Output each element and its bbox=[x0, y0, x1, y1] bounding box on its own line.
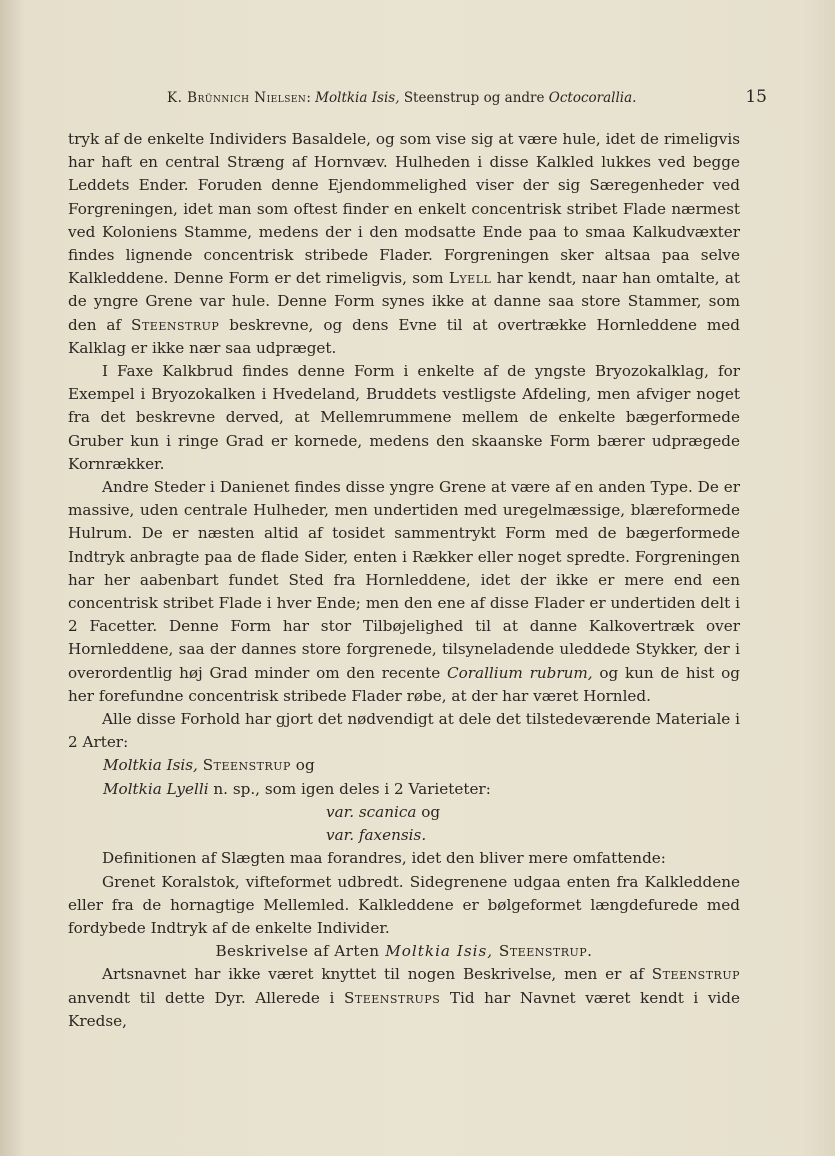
variety-line-1 bbox=[68, 801, 740, 824]
species-line-2 bbox=[68, 778, 740, 801]
page-number: 15 bbox=[745, 87, 767, 107]
species-author-1: Steenstrup bbox=[202, 756, 291, 775]
running-title bbox=[167, 90, 636, 106]
variety-line-2 bbox=[68, 824, 740, 847]
paragraph-2: I Faxe Kalkbrud findes denne Form i enkelte af de yngste Bryozokalklag, for Exempel i Bryozokalken i Hvedeland, Bruddets vestligste Afdeling, men afviger noget fra det beskrevne derved, at Mellemrummene mellem de enkelte bægerformede Gruber kun i ringe Grad er kornede, medens den skaanske Form bærer udprægede Kornrækker. bbox=[68, 362, 740, 473]
header-title-italic: Moltkia Isis, bbox=[315, 90, 400, 106]
species-name-1: Moltkia Isis, bbox=[103, 756, 198, 775]
paragraph-6: Grenet Koralstok, vifteformet udbredt. Sidegrenene udgaa enten fra Kalkleddene eller fra de hornagtige Mellemled. Kalkleddene er bølgeformet længdefurede med fordybede Indtryk af de enkelte Individer. bbox=[68, 872, 740, 937]
paragraph-1 bbox=[68, 128, 740, 360]
paragraph-7-text-b: anvendt til dette Dyr. Allerede i bbox=[68, 988, 335, 1007]
section-heading-text: Beskrivelse af Arten bbox=[215, 942, 380, 961]
paragraph-1-text-a: tryk af de enkelte Individers Basaldele, og som vise sig at være hule, idet de rimeligvis har haft en central Stræng af Hornvæv. Hulheden i disse Kalkled lukkes ved begge Leddets Ender. Foruden denne Ejendommelighed viser der sig Særegenheder ved Forgreningen, idet man som oftest finder en enkelt concentrisk stribet Flade nærmest ved Koloniens Stamme, medens der i den modsatte Ende paa to smaa Kalkudvæxter findes lignende concentrisk stribede Flader. Forgreningen sker altsaa paa selve Kalkleddene. Denne Form er det rimeligvis, som bbox=[68, 130, 740, 288]
section-heading-author: Steenstrup. bbox=[498, 942, 593, 961]
header-colon: : bbox=[306, 90, 311, 106]
paragraph-7-text-c: Tid har Navnet været kendt i vide Kredse, bbox=[68, 988, 740, 1030]
species-corallium-rubrum: Corallium rubrum, bbox=[447, 663, 593, 682]
paragraph-3-text-a: Andre Steder i Danienet findes disse yngre Grene at være af en anden Type. De er massive, uden centrale Hulheder, men undertiden med uregelmæssige, blæreformede Hulrum. De er næsten altid af tosidet sammentrykt Form med de bægerformede Indtryk anbragte paa de flade Sider, enten i Rækker eller noget spredte. Forgreningen har her aabenbart fundet Sted fra Hornleddene, idet der ikke er mere end een concentrisk stribet Flade i hver Ende; men den ene af disse Flader er undertiden delt i 2 Facetter. Denne Form har stor Tilbøjelighed til at danne Kalkovertræk over Hornleddene, saa der dannes store forgrenede, tilsyneladende uleddede Stykker, der i overordentlig høj Grad minder om den recente bbox=[68, 478, 740, 682]
section-heading bbox=[68, 940, 740, 963]
variety-name-1: var. scanica bbox=[326, 802, 417, 821]
species-tail-2: n. sp., som igen deles i 2 Varieteter: bbox=[213, 779, 491, 798]
header-title-middle: Steenstrup og andre bbox=[403, 90, 545, 106]
variety-tail-1: og bbox=[421, 802, 441, 821]
paragraph-3-text-b: og kun de hist og her forefundne concentrisk stribede Flader røbe, at der har været Hornled. bbox=[68, 663, 741, 705]
paragraph-7-text-a: Artsnavnet har ikke været knyttet til nogen Beskrivelse, men er af bbox=[102, 965, 644, 984]
paragraph-4: Alle disse Forhold har gjort det nødvendigt at dele det tilstedeværende Materiale i 2 Arter: bbox=[68, 710, 740, 752]
author-steenstrup: Steenstrup bbox=[131, 315, 220, 334]
author-lyell: Lyell bbox=[448, 269, 492, 288]
species-name-2: Moltkia Lyelli bbox=[103, 779, 209, 798]
paragraph-5: Definitionen af Slægten maa forandres, idet den bliver mere omfattende: bbox=[102, 849, 666, 868]
running-header bbox=[67, 86, 767, 112]
paragraph-1-text-b: har kendt, naar han omtalte, at de yngre Grene var hule. Denne Form synes ikke at danne saa store Stammer, som den af bbox=[68, 269, 741, 334]
page-body bbox=[68, 128, 740, 1033]
section-heading-species: Moltkia Isis, bbox=[385, 942, 494, 961]
author-steenstrup-2: Steenstrup bbox=[651, 965, 740, 984]
author-steenstrups: Steenstrups bbox=[343, 988, 441, 1007]
paragraph-3 bbox=[68, 476, 740, 708]
paragraph-1-text-c: beskrevne, og dens Evne til at overtrække Hornleddene med Kalklag er ikke nær saa udpræget. bbox=[68, 315, 740, 357]
species-tail-1: og bbox=[295, 756, 315, 775]
species-line-1 bbox=[68, 754, 740, 777]
header-author: K. Brünnich Nielsen bbox=[167, 90, 307, 106]
header-title-end: Octocorallia. bbox=[548, 90, 637, 106]
variety-name-2: var. faxensis. bbox=[326, 826, 427, 845]
paragraph-7 bbox=[68, 963, 740, 1033]
